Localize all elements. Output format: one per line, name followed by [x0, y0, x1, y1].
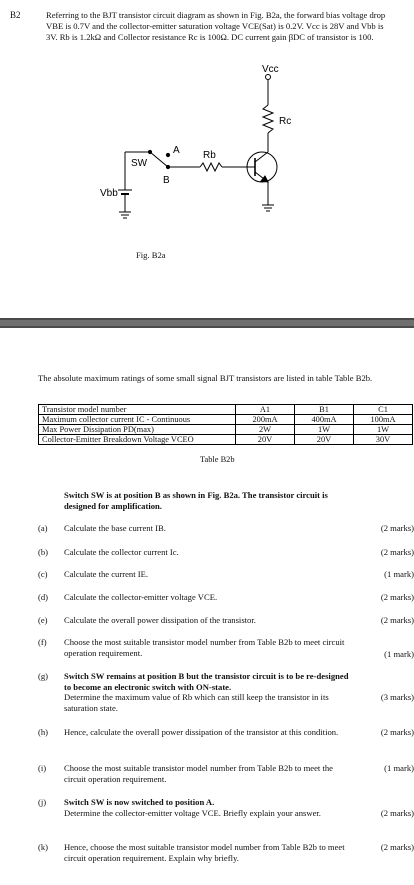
table-cell: Max Power Dissipation PD(max): [39, 425, 236, 435]
table-row: [39, 435, 413, 445]
table-cell: 400mA: [295, 415, 354, 425]
intro-paragraph: Referring to the BJT transistor circuit diagram as shown in Fig. B2a, the forward bias voltage drop VBE is 0.7V and the collector-emitter saturation voltage VCE(Sat) is 0.2V. Vcc is 28V and Vbb is 3V. Rb is 1.2kΩ and Collector resistance Rc is 100Ω. DC current gain βDC of transistor is 100.: [46, 10, 386, 42]
table-header-row: [39, 405, 413, 415]
sw-label: SW: [131, 158, 148, 169]
b-label: B: [163, 175, 170, 186]
question-number: B2: [10, 10, 21, 20]
a-label: A: [173, 145, 180, 156]
switch-blade: [150, 152, 168, 167]
table-row: [39, 415, 413, 425]
table-cell: 100mA: [354, 415, 413, 425]
table-cell: B1: [295, 405, 354, 415]
rc-label: Rc: [279, 116, 292, 127]
table-cell: 200mA: [236, 415, 295, 425]
section-intro: Switch SW is at position B as shown in Fig. B2a. The transistor circuit is designed for amplification.: [64, 490, 328, 511]
vcc-label: Vcc: [262, 64, 279, 75]
figure-caption: Fig. B2a: [136, 250, 166, 260]
table-cell: 1W: [354, 425, 413, 435]
table-cell: Transistor model number: [39, 405, 236, 415]
rb-resistor: [200, 163, 222, 171]
table-cell: 2W: [236, 425, 295, 435]
table-cell: Collector-Emitter Breakdown Voltage VCEO: [39, 435, 236, 445]
table-cell: 20V: [236, 435, 295, 445]
table-row: [39, 425, 413, 435]
rb-label: Rb: [203, 150, 216, 161]
table-cell: 30V: [354, 435, 413, 445]
table-cell: Maximum collector current IC - Continuous: [39, 415, 236, 425]
circuit-diagram: [0, 0, 414, 270]
table-cell: 20V: [295, 435, 354, 445]
ratings-intro: The absolute maximum ratings of some small signal BJT transistors are listed in table Table B2b.: [38, 373, 373, 383]
table-cell: A1: [236, 405, 295, 415]
table-cell: 1W: [295, 425, 354, 435]
table-cell: C1: [354, 405, 413, 415]
vcc-terminal: [266, 75, 271, 80]
ratings-table: [38, 404, 413, 445]
page-separator: [0, 318, 414, 328]
rc-resistor: [263, 105, 273, 133]
table-caption: Table B2b: [200, 455, 235, 464]
vbb-label: Vbb: [100, 188, 118, 199]
